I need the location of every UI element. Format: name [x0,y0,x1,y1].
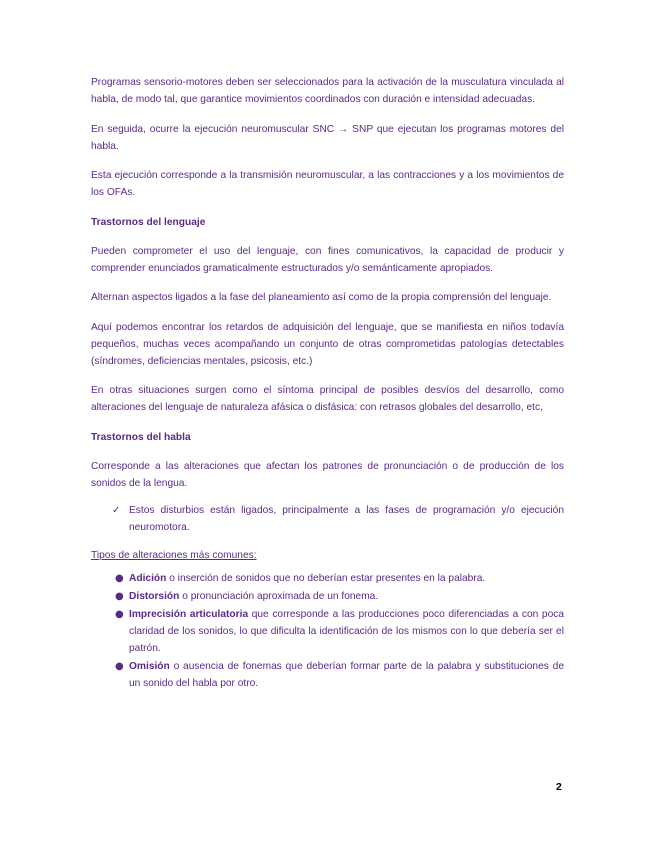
check-icon: ✓ [112,505,121,516]
list-item-text: que corresponde a las producciones poco diferenciadas a con poca claridad de los sonidos, lo que dificulta la identificación de los mismos con lo que debería ser el patrón. [129,609,564,654]
list-item [91,588,564,605]
paragraph: Pueden comprometer el uso del lenguaje, con fines comunicativos, la capacidad de producir y comprender enunciados gramaticalmente estructurados y/o semánticamente apropiados. [91,245,564,274]
list-item-term: Distorsión [129,591,180,602]
page-number: 2 [556,781,562,793]
check-item-text: Estos disturbios están ligados, principalmente a las fases de programación y/o ejecución neuromotora. [129,505,564,533]
list-item [91,606,564,657]
list-item-term: Omisión [129,661,170,672]
bullet-icon: ● [115,609,124,620]
tipos-heading: Tipos de alteraciones más comunes: [91,550,257,561]
check-list-item [91,502,564,536]
list-item-term: Adición [129,573,167,584]
list-item-text: o inserción de sonidos que no deberían estar presentes en la palabra. [166,573,486,584]
paragraph: En seguida, ocurre la ejecución neuromuscular SNC → SNP que ejecutan los programas motores del habla. [91,123,564,152]
check-list [91,502,564,536]
list-item [91,570,564,587]
bullet-icon: ● [115,661,124,672]
paragraph: En otras situaciones surgen como el síntoma principal de posibles desvíos del desarrollo, como alteraciones del lenguaje de naturaleza afásica o disfásica: con retrasos globales del desarrollo, etc, [91,385,564,413]
list-item-text: o ausencia de fonemas que deberían formar parte de la palabra y substituciones de un sonido del habla por otro. [129,661,564,689]
tipos-list [91,570,564,692]
list-item-text: o pronunciación aproximada de un fonema. [179,591,379,602]
paragraph: Aquí podemos encontrar los retardos de adquisición del lenguaje, que se manifiesta en niños todavía pequeños, muchas veces acompañando un conjunto de otras comprometidas patologías detectables (síndromes, deficiencias mentales, psicosis, etc.) [91,321,564,367]
section-heading-habla: Trastornos del habla [91,431,191,443]
list-item-term: Imprecisión articulatoria [129,609,249,620]
paragraph: Programas sensorio-motores deben ser seleccionados para la activación de la musculatura vinculada al habla, de modo tal, que garantice movimientos coordinados con duración e intensidad adecuadas. [91,77,564,105]
paragraph: Alternan aspectos ligados a la fase del planeamiento así como de la propia comprensión del lenguaje. [91,292,552,303]
bullet-icon: ● [115,573,124,584]
paragraph: Corresponde a las alteraciones que afectan los patrones de pronunciación o de producción de los sonidos de la lengua. [91,460,564,489]
bullet-icon: ● [115,591,124,602]
section-heading-lenguaje: Trastornos del lenguaje [91,216,206,228]
list-item [91,658,564,692]
paragraph: Esta ejecución corresponde a la transmisión neuromuscular, a las contracciones y a los movimientos de los OFAs. [91,170,564,198]
document-body [91,74,564,693]
